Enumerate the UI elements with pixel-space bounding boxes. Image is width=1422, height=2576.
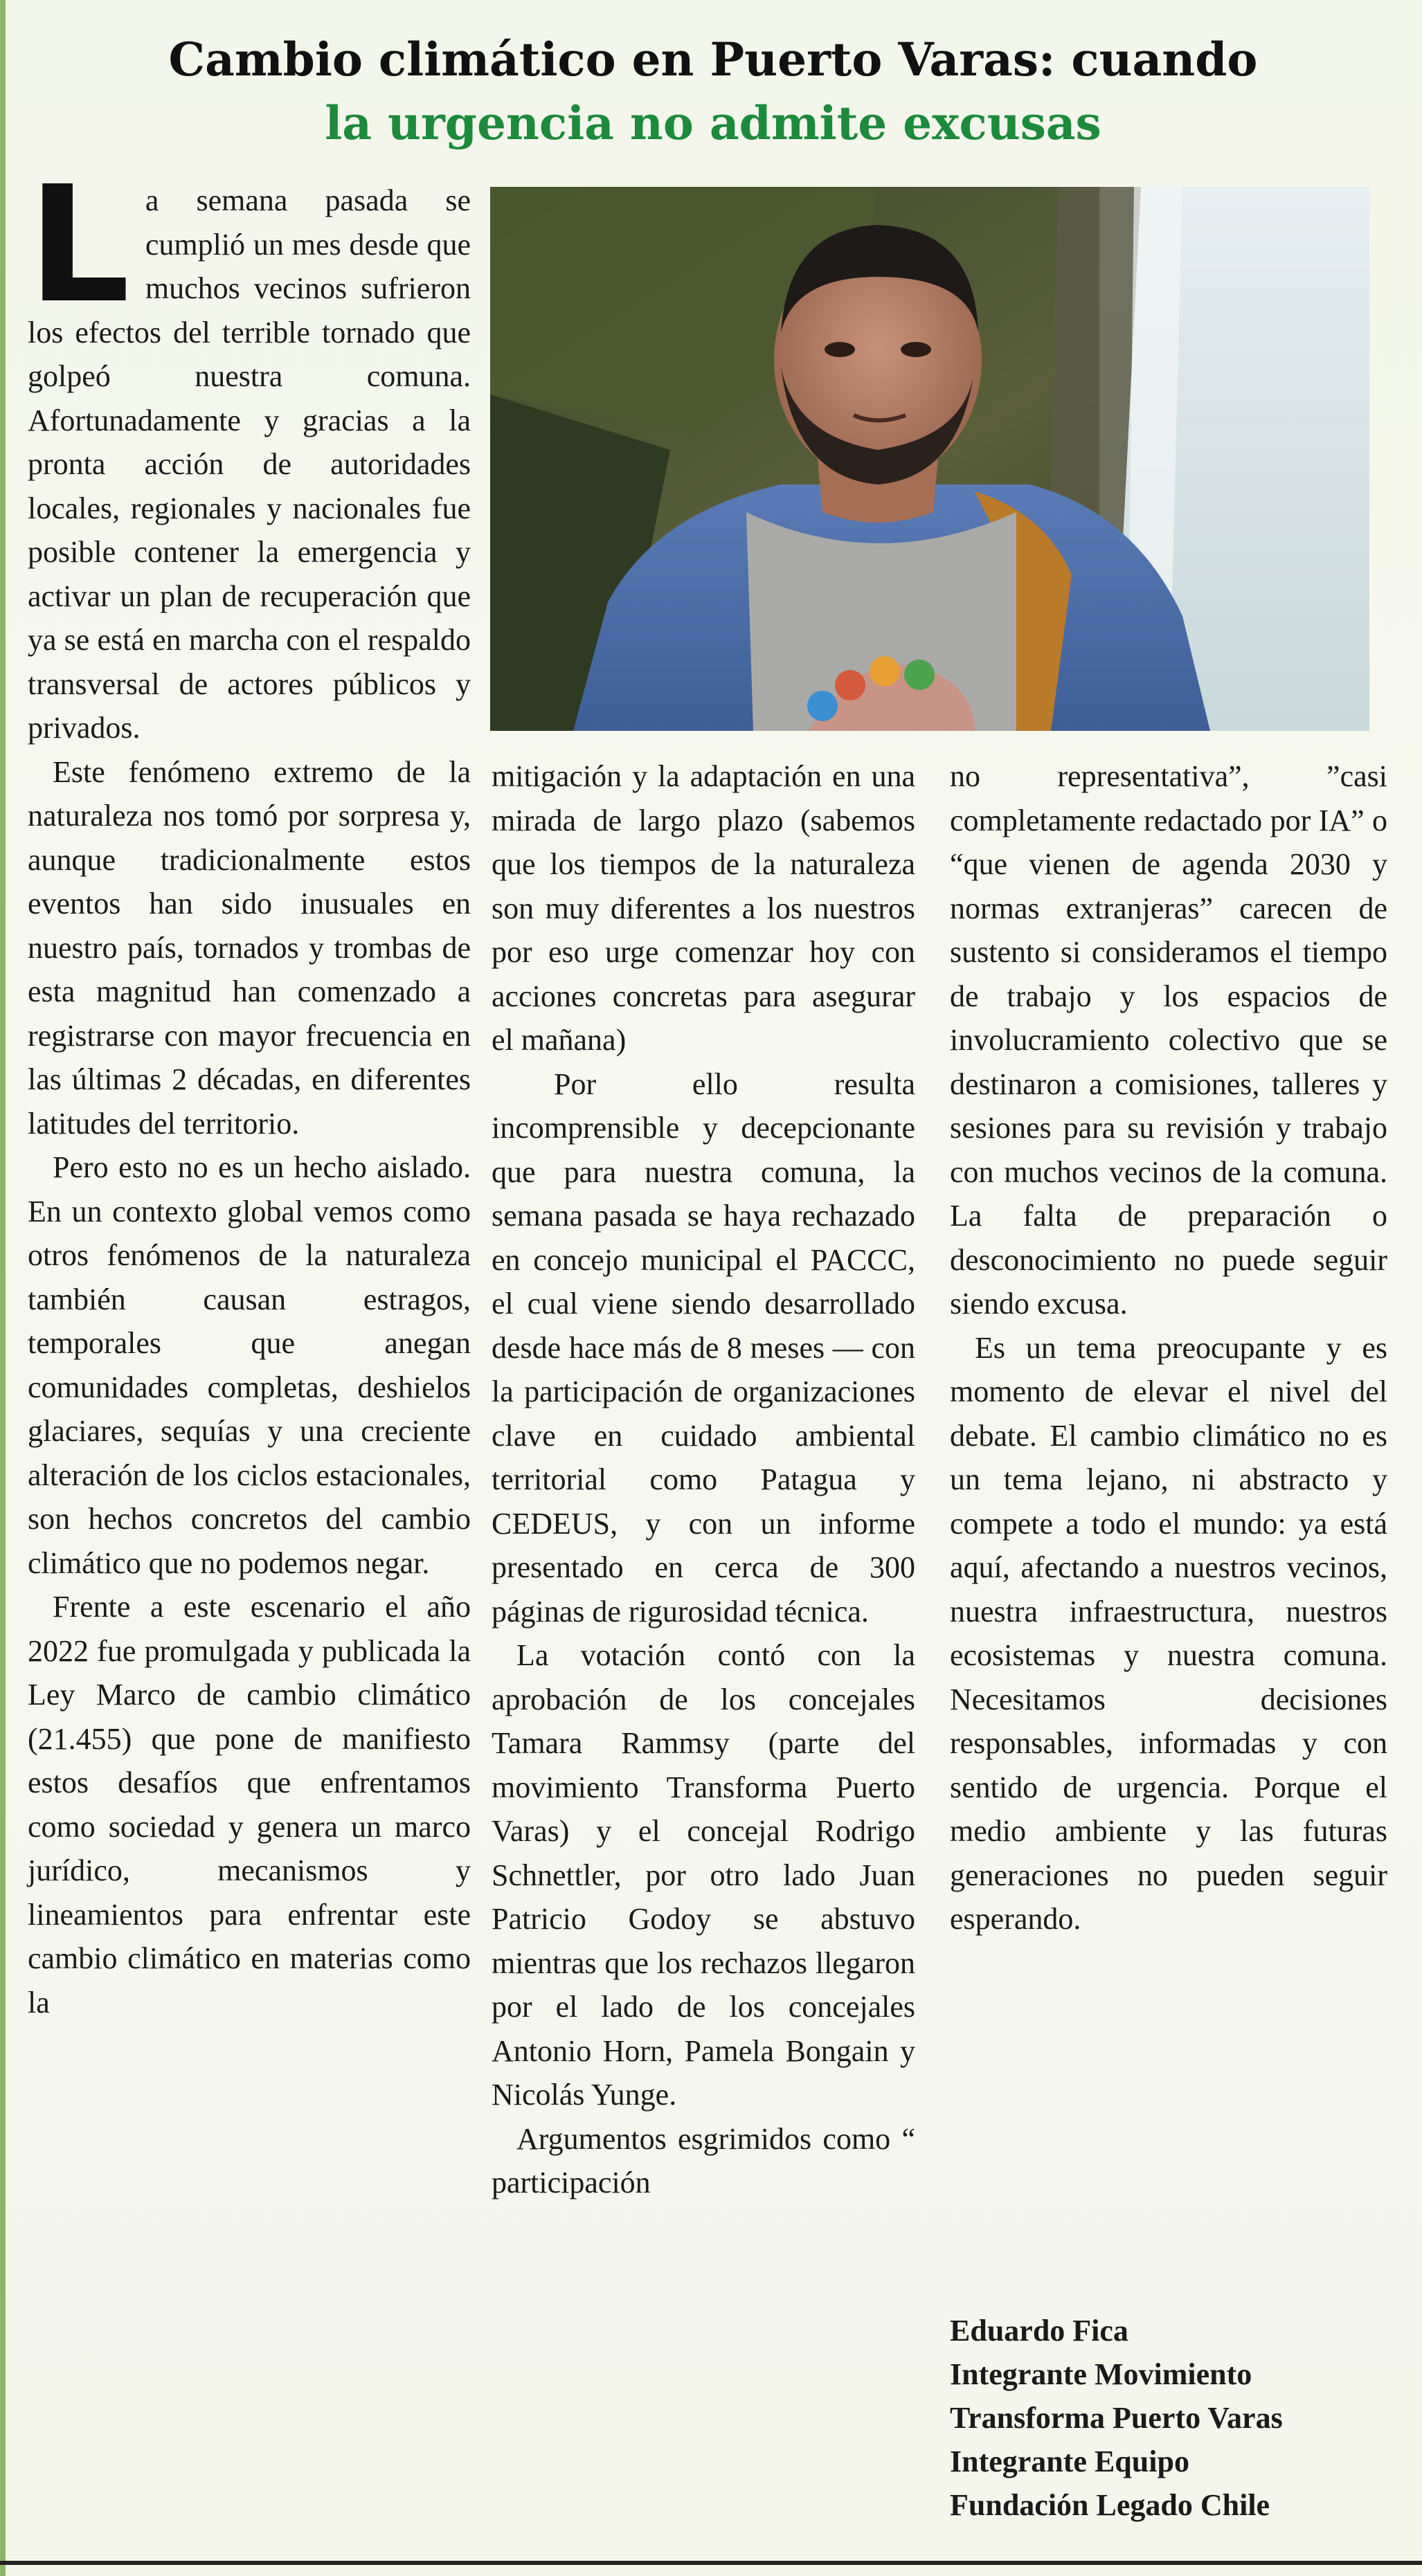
author-role-4: Fundación Legado Chile — [950, 2488, 1270, 2522]
author-role-1: Integrante Movimiento — [950, 2357, 1252, 2391]
article-column-3 — [950, 754, 1387, 1941]
paragraph-6: Por ello resulta incomprensible y decepcionante que para nuestra comuna, la semana pasada se haya rechazado en concejo municipal el PACCC, el cual viene siendo desarrollado desde hace más de 8 meses — con la participación de organizaciones clave en cuidado ambiental territorial como Patagua y CEDEUS, y con un informe presentado en cerca de 300 páginas de rigurosidad técnica. — [492, 1067, 915, 1629]
paragraph-10: Es un tema preocupante y es momento de elevar el nivel del debate. El cambio climático no es un tema lejano, ni abstracto y compete a todo el mundo: ya está aquí, afectando a nuestros vecinos, nuestra infraestructura, nuestros ecosistemas y nuestra comuna. Necesitamos decisiones responsables, informadas y con sentido de urgencia. Porque el medio ambiente y las futuras generaciones no pueden seguir esperando. — [950, 1330, 1387, 1936]
paragraph-3: Pero esto no es un hecho aislado. En un contexto global vemos como otros fenómenos de la naturaleza también causan estragos, temporales que anegan comunidades completas, deshielos glaciares, sequías y una creciente alteración de los ciclos estacionales, son hechos concretos del cambio climático que no podemos negar. — [28, 1150, 471, 1580]
headline-line-2: la urgencia no admite excusas — [325, 96, 1101, 150]
paragraph-2: Este fenómeno extremo de la naturaleza nos tomó por sorpresa y, aunque tradicionalmente estos eventos han sido inusuales en nuestro país, tornados y trombas de esta magnitud han comenzado a registrarse con mayor frecuencia en las últimas 2 décadas, en diferentes latitudes del territorio. — [28, 754, 471, 1141]
headline — [28, 28, 1398, 155]
article-column-1 — [28, 152, 471, 2024]
page-border — [0, 0, 6, 2576]
paragraph-8: Argumentos esgrimidos como “ participación — [492, 2121, 915, 2199]
bottom-divider — [0, 2561, 1422, 2565]
portrait-photo-icon — [490, 187, 1369, 731]
author-photo — [490, 187, 1369, 731]
paragraph-1 — [28, 152, 471, 750]
paragraph-1-text: a semana pasada se cumplió un mes desde que muchos vecinos sufrieron los efectos del terrible tornado que golpeó nuestra comuna. Afortunadamente y gracias a la pronta acción de autoridades locales, regionales y nacionales fue posible contener la emergencia y activar un plan de recuperación que ya se está en marcha con el respaldo transversal de actores públicos y privados. — [28, 183, 471, 745]
drop-cap: L — [28, 152, 130, 338]
paragraph-5: mitigación y la adaptación en una mirada de largo plazo (sabemos que los tiempos de la naturaleza son muy diferentes a los nuestros por eso urge comenzar hoy con acciones concretas para asegurar el mañana) — [492, 759, 915, 1057]
author-role-2: Transforma Puerto Varas — [950, 2401, 1283, 2435]
article-column-2 — [492, 754, 915, 2205]
paragraph-9: no representativa”, ”casi completamente redactado por IA” o “que vienen de agenda 2030 y normas extranjeras” carecen de sustento si consideramos el tiempo de trabajo y los espacios de involucramiento colectivo que se destinaron a comisiones, talleres y sesiones para su revisión y trabajo con muchos vecinos de la comuna. La falta de preparación o desconocimiento no puede seguir siendo excusa. — [950, 759, 1387, 1321]
author-name: Eduardo Fica — [950, 2314, 1128, 2348]
author-role-3: Integrante Equipo — [950, 2445, 1189, 2478]
paragraph-7: La votación contó con la aprobación de los concejales Tamara Rammsy (parte del movimiento Transforma Puerto Varas) y el concejal Rodrigo Schnettler, por otro lado Juan Patricio Godoy se abstuvo mientras que los rechazos llegaron por el lado de los concejales Antonio Horn, Pamela Bongain y Nicolás Yunge. — [492, 1638, 915, 2112]
headline-line-1: Cambio climático en Puerto Varas: cuando — [168, 33, 1258, 87]
paragraph-4: Frente a este escenario el año 2022 fue promulgada y publicada la Ley Marco de cambio climático (21.455) que pone de manifiesto estos desafíos que enfrentamos como sociedad y genera un marco jurídico, mecanismos y lineamientos para enfrentar este cambio climático en materias como la — [28, 1590, 471, 2020]
author-signature — [950, 2309, 1393, 2527]
